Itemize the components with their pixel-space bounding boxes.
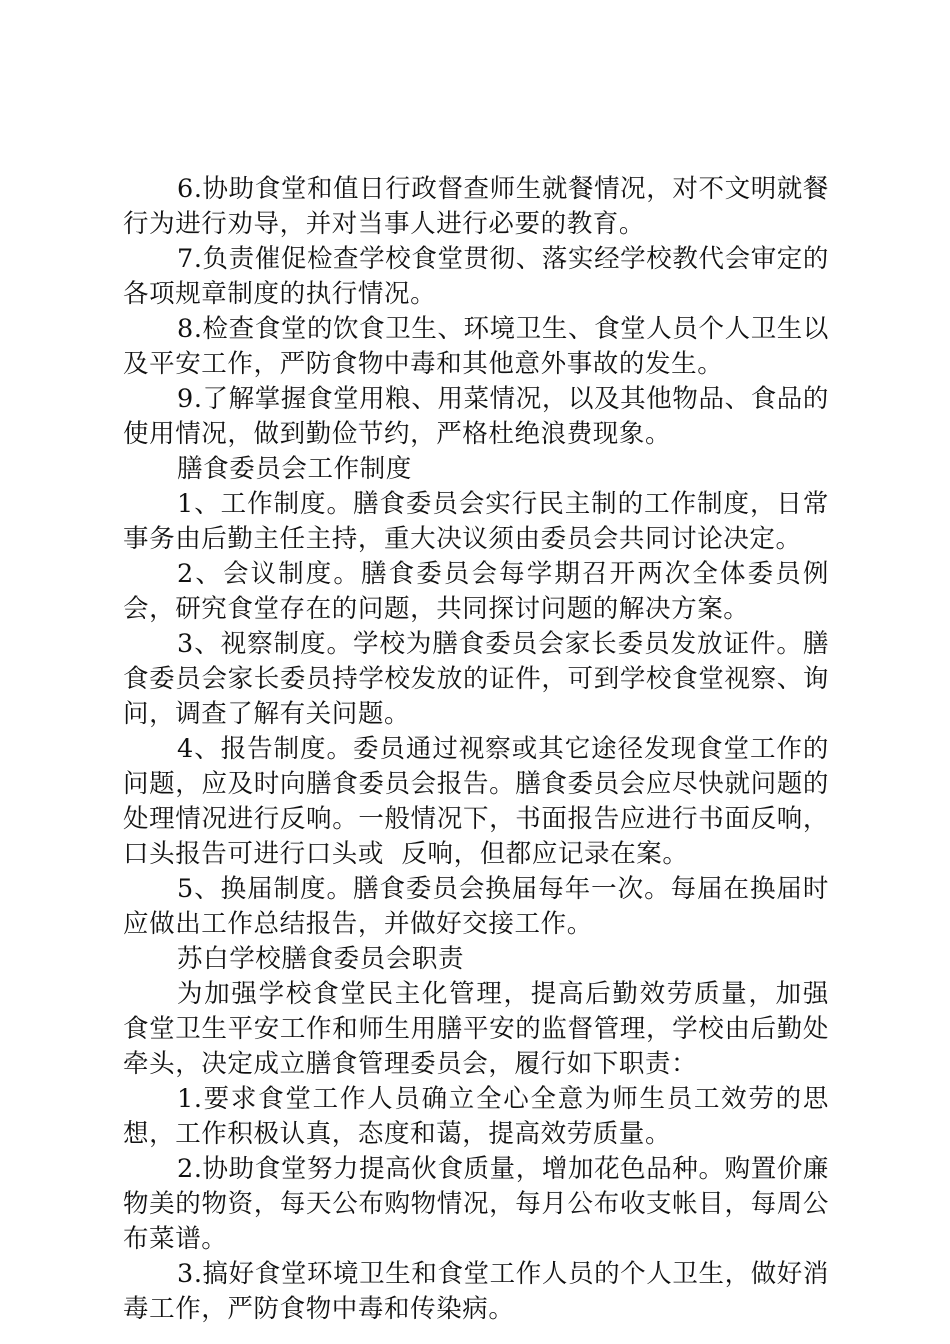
paragraph-duty-6: 6.协助食堂和值日行政督查师生就餐情况，对不文明就餐行为进行劝导，并对当事人进行必要的教育。 [123, 174, 829, 239]
paragraph-rule-5: 5、换届制度。膳食委员会换届每年一次。每届在换届时应做出工作总结报告，并做好交接工作。 [123, 874, 829, 939]
paragraph-duty-8: 8.检查食堂的饮食卫生、环境卫生、食堂人员个人卫生以及平安工作，严防食物中毒和其他意外事故的发生。 [123, 314, 829, 379]
paragraph-rule-2: 2、会议制度。膳食委员会每学期召开两次全体委员例会，研究食堂存在的问题，共同探讨问题的解决方案。 [123, 559, 829, 624]
paragraph-duty-7: 7.负责催促检查学校食堂贯彻、落实经学校教代会审定的各项规章制度的执行情况。 [123, 244, 829, 309]
paragraph-duty-9: 9.了解掌握食堂用粮、用菜情况，以及其他物品、食品的使用情况，做到勤俭节约，严格杜绝浪费现象。 [123, 384, 829, 449]
paragraph-rule-3: 3、视察制度。学校为膳食委员会家长委员发放证件。膳食委员会家长委员持学校发放的证件，可到学校食堂视察、询问，调查了解有关问题。 [123, 629, 829, 729]
section-heading-work-rules: 膳食委员会工作制度 [177, 454, 412, 484]
paragraph-duty-1: 1.要求食堂工作人员确立全心全意为师生员工效劳的思想，工作积极认真，态度和蔼，提高效劳质量。 [123, 1084, 829, 1149]
paragraph-duty-3: 3.搞好食堂环境卫生和食堂工作人员的个人卫生，做好消毒工作，严防食物中毒和传染病。 [123, 1259, 829, 1324]
document-body [123, 172, 829, 1327]
section-heading-committee-duties: 苏白学校膳食委员会职责 [177, 944, 465, 974]
paragraph-rule-1: 1、工作制度。膳食委员会实行民主制的工作制度，日常事务由后勤主任主持，重大决议须由委员会共同讨论决定。 [123, 489, 829, 554]
paragraph-rule-4: 4、报告制度。委员通过视察或其它途径发现食堂工作的问题，应及时向膳食委员会报告。膳食委员会应尽快就问题的处理情况进行反响。一般情况下，书面报告应进行书面反响，口头报告可进行口头或 反响，但都应记录在案。 [123, 734, 829, 869]
paragraph-duty-2: 2.协助食堂努力提高伙食质量，增加花色品种。购置价廉物美的物资，每天公布购物情况，每月公布收支帐目，每周公布菜谱。 [123, 1154, 829, 1254]
paragraph-intro: 为加强学校食堂民主化管理，提高后勤效劳质量，加强食堂卫生平安工作和师生用膳平安的监督管理，学校由后勤处牵头，决定成立膳食管理委员会，履行如下职责： [123, 979, 829, 1079]
